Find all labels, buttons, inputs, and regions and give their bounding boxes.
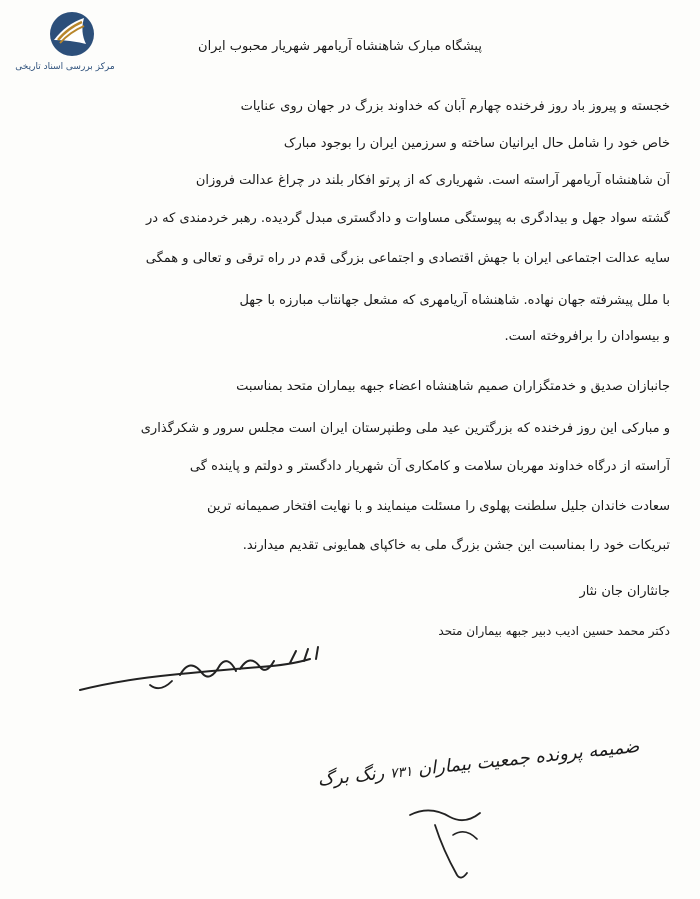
paragraph-line: خاص خود را شامل حال ایرانیان ساخته و سرزمین ایران را بوجود مبارک [283,136,670,151]
closing-line: جانثاران جان نثار [579,584,670,599]
paragraph-line: جانبازان صدیق و خدمتگزاران صمیم شاهنشاه اعضاء جبهه بیماران متحد بمناسبت [236,379,670,394]
signatory-line: دکتر محمد حسین ادیب دبیر جبهه بیماران متحد [438,624,670,638]
archive-logo [10,10,115,80]
handnote-text: ضمیمه پرونده جمعیت بیماران [416,735,641,780]
paragraph-line: با ملل پیشرفته جهان نهاده. شاهنشاه آریامهری که مشعل جهانتاب مبارزه با جهل [239,293,670,308]
paragraph-line: سعادت خاندان جلیل سلطنت پهلوی را مسئلت مینمایند و با نهایت افتخار صمیمانه ترین [206,499,670,514]
paragraph-line: آن شاهنشاه آریامهر آراسته است. شهریاری که از پرتو افکار بلند در چراغ عدالت فروزان [195,173,670,188]
handwritten-initials [395,795,505,885]
handwritten-note [316,735,641,791]
book-logo-icon [40,10,100,60]
letter-heading: پیشگاه مبارک شاهنشاه آریامهر شهریار محبوب ایران [198,39,482,54]
paragraph-line: تبریکات خود را بمناسبت این جشن بزرگ ملی به خاکپای همایونی تقدیم میدارند. [242,538,670,553]
paragraph-line: خجسته و پیروز باد روز فرخنده چهارم آبان که خداوند بزرگ در جهان روی عنایات [240,99,670,114]
paragraph-line: آراسته از درگاه خداوند مهربان سلامت و کامکاری آن شهریار دادگستر و دولتم و پاینده گی [189,459,670,474]
paragraph-line: گشته سواد جهل و بیدادگری به پیوستگی مساوات و دادگستری مبدل گردیده. رهبر خردمندی که در [145,211,670,226]
paragraph-line: سایه عدالت اجتماعی ایران با جهش اقتصادی و اجتماعی بزرگی قدم در راه ترقی و تعالی و همگی [145,251,670,266]
handwritten-signature [60,645,330,705]
paragraph-line: و مبارکی این روز فرخنده که بزرگترین عید ملی وطنپرستان ایران است مجلس سرور و شکرگذاری [140,421,670,436]
handnote-tail: رنگ برگ [316,762,386,791]
paragraph-line: و بیسوادان را برافروخته است. [504,329,670,344]
handnote-number: ۷۳۱ [389,763,414,782]
archive-logo-text: مرکز بررسی اسناد تاریخی [15,62,115,72]
